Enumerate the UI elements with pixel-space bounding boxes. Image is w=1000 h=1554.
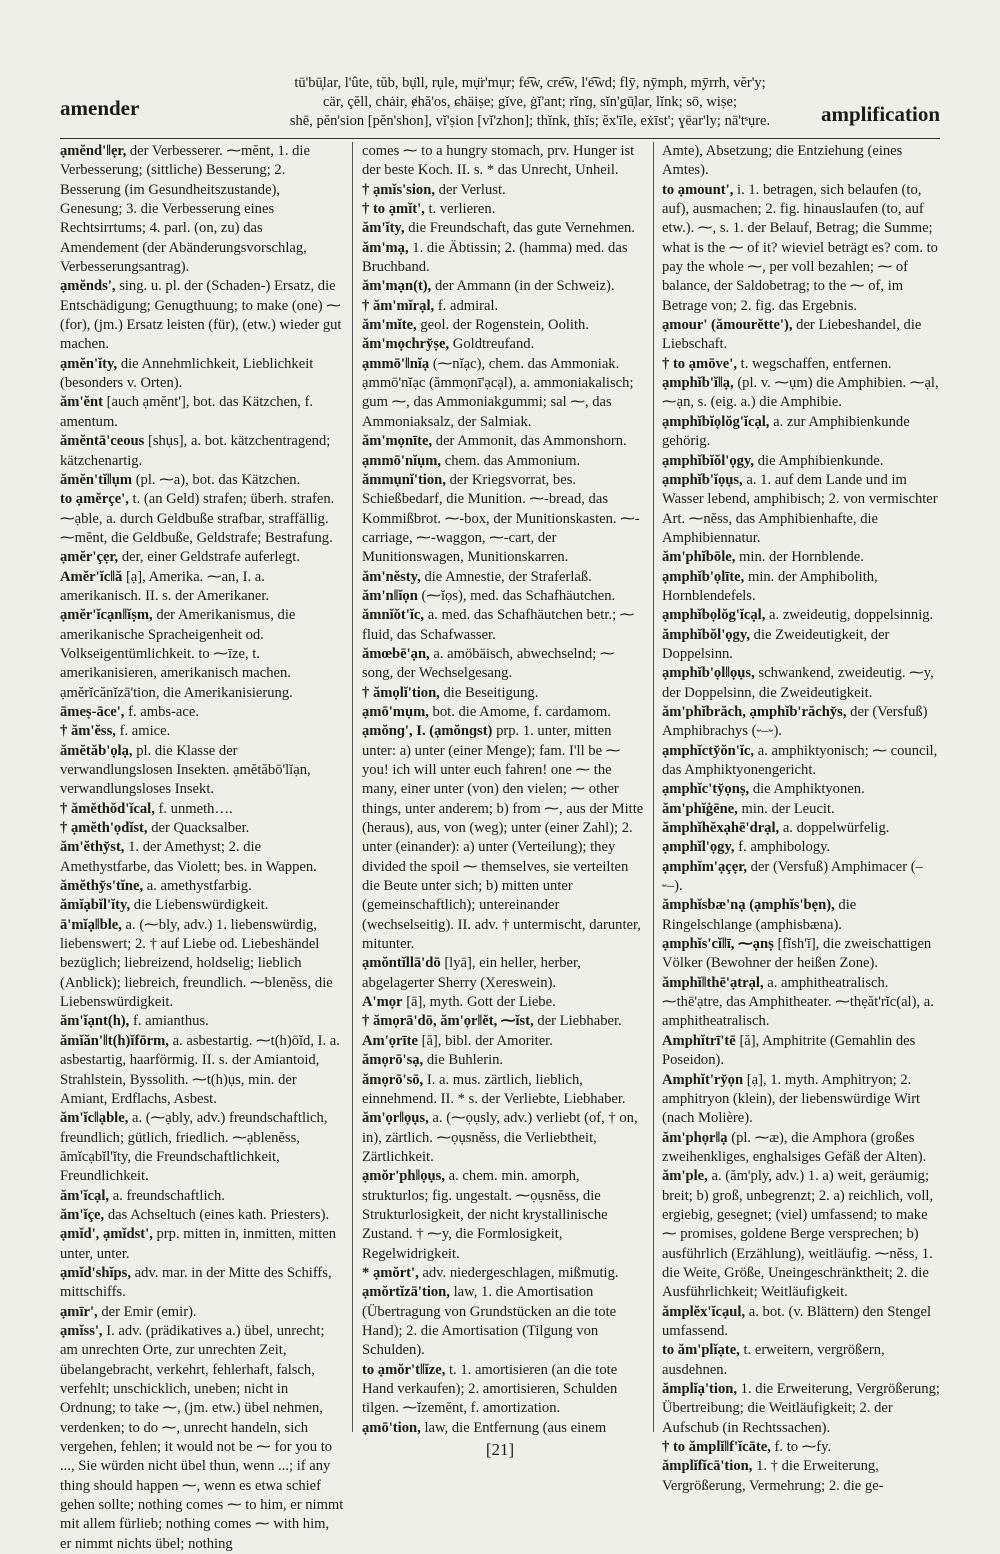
headword: ămĕn'tĭ‖ụm bbox=[60, 471, 133, 488]
headword: ămphĭ‖thē'ạtrạl, bbox=[662, 974, 764, 991]
headword: ạmŏntĭllā'dō bbox=[362, 955, 441, 972]
dictionary-entry bbox=[60, 896, 344, 915]
headword: ăm'ĭty, bbox=[362, 220, 405, 237]
definition: a. (⁓ọụsly, adv.) verliebt (of, † on, in), zärtlich. ⁓ọụsnĕss, die Verliebtheit, Zärtlichkeit. bbox=[362, 1110, 638, 1165]
definition: Amte), Absetzung; die Entziehung (eines Amtes). bbox=[662, 143, 903, 179]
dictionary-entry bbox=[362, 645, 645, 684]
definition: sing. u. pl. der (Schaden-) Ersatz, die Entschädigung; Genugthuung; to make (one) ⁓ (for), (jm.) Ersatz leisten (für), (etw.) wieder gut machen. bbox=[60, 278, 342, 353]
headword: ạmĕr'çẹr, bbox=[60, 549, 119, 566]
definition: der (Versfuß) Amphibrachys (⏑–⏑). bbox=[662, 703, 928, 740]
headword: ămĕthy̆s'tĭne, bbox=[60, 878, 144, 895]
dictionary-entry bbox=[662, 606, 940, 625]
headword: ạmphĭb'ĭọụs, bbox=[662, 471, 743, 488]
definition: i. 1. betragen, sich belaufen (to, auf), ausmachen; 2. fig. hinauslaufen (to, auf etw.). ⁓, s. 1. der Belauf, Betrag; die Summe; what is the ⁓ of it? wieviel beträgt es? com. to pay the whole ⁓, per voll bezahlen; ⁓ of balance, der Saldobetrag; to the ⁓ of, im Betrage von; 2. fig. das Ergebnis. bbox=[662, 181, 938, 314]
dictionary-entry bbox=[60, 277, 344, 354]
headword: ăm'phĭġēne, bbox=[662, 800, 738, 817]
dictionary-entry bbox=[60, 548, 344, 567]
definition: a. amphitheatralisch. ⁓thē'ạtre, das Amphitheater. ⁓thẹăt'rĭc(al), bbox=[662, 974, 921, 1011]
headword: ămĭăn'‖t(h)ĭfōrm, bbox=[60, 1032, 169, 1049]
dictionary-entry bbox=[362, 722, 645, 954]
definition: die Amnestie, der Straferlaß. bbox=[424, 568, 592, 585]
dictionary-entry bbox=[662, 1457, 940, 1496]
column-divider bbox=[653, 142, 654, 1432]
pronunciation-key-line: cär, çĕll, chȧir, ɇhă'os, ɕhäiṣe; gĭve, ġĭ'ant; rĭnɡ, sĭn'gū̦lar, lĭnk; sō, wiṣe; bbox=[323, 94, 737, 110]
dictionary-entry bbox=[362, 1283, 645, 1360]
definition: der Liebhaber. bbox=[537, 1013, 622, 1030]
dictionary-entry bbox=[60, 393, 344, 432]
dictionary-entry bbox=[60, 1109, 344, 1186]
definition: der, einer Geldstrafe auferlegt. bbox=[121, 549, 300, 566]
dictionary-entry bbox=[362, 432, 645, 451]
dictionary-entry bbox=[362, 297, 645, 316]
definition: t. 1. amortisieren (an die tote Hand verkaufen); 2. amortisieren, Schulden tilgen. ⁓ĭzemĕnt, f. amortization. bbox=[362, 1361, 618, 1417]
dictionary-entry bbox=[662, 471, 940, 548]
headword: ăm'phĭbōle, bbox=[662, 549, 736, 566]
dictionary-entry bbox=[60, 1012, 344, 1031]
definition: a. doppelwürfelig. bbox=[782, 820, 890, 837]
definition: der Kriegsvorrat, bes. Schießbedarf, die Munition. ⁓-bread, das Kommißbrot. ⁓-box, der Munitionskasten. ⁓-carriage, ⁓-waggon, ⁓-cart, der Munitionswagen, Munitionskarren. bbox=[362, 471, 640, 566]
headword: ăm'n‖ĭọn bbox=[362, 587, 418, 604]
headword: ămĕtăb'ọlạ, bbox=[60, 742, 133, 759]
dictionary-entry bbox=[60, 355, 344, 394]
headword: ăm'ĭạnt(h), bbox=[60, 1013, 130, 1030]
dictionary-entry bbox=[662, 355, 940, 374]
headword: ạmphĭbĭọlŏg'ĭcạl, bbox=[662, 413, 770, 430]
headword: ạmmō'‖nĭạ bbox=[362, 355, 430, 372]
definition: die Beseitigung. bbox=[443, 684, 539, 701]
dictionary-entry bbox=[662, 316, 940, 355]
definition: der Verbesserer. ⁓mĕnt, 1. die Verbesserung; (sittliche) Besserung; 2. Besserung (im Gesundheitszustande), Genesung; 3. die Verbesserung eines Rechtsirrtums; 4. parl. (on, zu) das Amendement (der Abänderungsvorschlag, Verbesserungsantrag). bbox=[60, 143, 310, 276]
headword: ạmĕr'ĭcạn‖ĭṣm, bbox=[60, 607, 153, 624]
definition: f. to ⁓fy. bbox=[774, 1439, 832, 1456]
dictionary-entry bbox=[662, 1303, 940, 1342]
headword: āmeṣ-āce', bbox=[60, 703, 125, 720]
dictionary-entry bbox=[662, 452, 940, 471]
headword: ămplĕx'ĭcạul, bbox=[662, 1303, 746, 1320]
headword: ạmphĭcty̆ŏn'ĭc, bbox=[662, 742, 755, 759]
headword: ạmphĭl'ọgy, bbox=[662, 839, 735, 856]
dictionary-entry bbox=[362, 316, 645, 335]
dictionary-entry bbox=[60, 142, 344, 277]
headword: ạmmō'nĭụm, bbox=[362, 452, 442, 469]
definition: 1. die Äbtissin; 2. (hamma) med. das Bruchband. bbox=[362, 239, 628, 276]
right-guide-word: amplification bbox=[821, 102, 940, 126]
dictionary-entry bbox=[60, 722, 344, 741]
headword: ămnĭŏt'ĭc, bbox=[362, 607, 425, 624]
definition: a. (⁓ạbly, adv.) freundschaftlich, freundlich; gütlich, friedlich. ⁓ạblenĕss, ămĭcạbĭl'ĭty, die Freundschaftlichkeit, Freundlichkeit. bbox=[60, 1110, 328, 1185]
dictionary-entry bbox=[362, 1264, 645, 1283]
column-2 bbox=[362, 142, 645, 1436]
headword: † ămọlĭ'tion, bbox=[362, 684, 440, 701]
dictionary-entry bbox=[60, 1225, 344, 1264]
headword: ạmō'mụm, bbox=[362, 703, 429, 720]
headword: ạmĭd', ạmĭdst', bbox=[60, 1226, 153, 1243]
dictionary-entry bbox=[60, 1264, 344, 1303]
headword: ạmour' (ămourĕtte'), bbox=[662, 317, 793, 334]
definition: Goldtreufand. bbox=[452, 336, 535, 353]
headword: ạmphĭc'ty̆ọnṣ, bbox=[662, 781, 750, 798]
headword: ămœbē'ạn, bbox=[362, 645, 430, 662]
definition: der Ammonit, das Ammonshorn. bbox=[435, 433, 627, 450]
dictionary-entry bbox=[362, 355, 645, 432]
headword: ạmīr', bbox=[60, 1303, 98, 1320]
headword: ạmĕn'ĭty, bbox=[60, 355, 118, 372]
definition: f. amice. bbox=[119, 723, 171, 740]
definition: a. chem. min. amorph, strukturlos; fig. ungestalt. ⁓ọụsnĕss, die Strukturlosigkeit, der nicht krystallinische Zustand. † ⁓y, die Formlosigkeit, Regelwidrigkeit. bbox=[362, 1168, 608, 1262]
definition: der Amerikanismus, die amerikanische Spracheigenheit od. Volkseigentümlichkeit. to ⁓īze, t. amerikanisieren, amerikanisch machen. ạmĕrĭcănĭzā'tion, die Amerikanisierung. bbox=[60, 607, 296, 701]
dictionary-entry bbox=[662, 1341, 940, 1380]
dictionary-entry bbox=[60, 1187, 344, 1206]
dictionary-entry bbox=[362, 1361, 645, 1419]
definition: [auch ạmĕnt'], bot. das Kätzchen, f. amentum. bbox=[60, 394, 314, 430]
headword: ăm'mĭte, bbox=[362, 317, 417, 334]
definition: der Liebeshandel, die Liebschaft. bbox=[662, 317, 922, 353]
dictionary-entry bbox=[662, 1032, 940, 1071]
definition: t. (an Geld) strafen; überh. strafen. ⁓ạble, a. durch Geldbuße strafbar, straffällig. ⁓mĕnt, die Geldbuße, Geldstrafe; Bestrafung. bbox=[60, 491, 335, 546]
definition: 1. † die Erweiterung, Vergrößerung, Vermehrung; 2. die ge- bbox=[662, 1458, 884, 1494]
dictionary-entry bbox=[60, 877, 344, 896]
dictionary-entry bbox=[362, 1051, 645, 1070]
dictionary-entry bbox=[662, 742, 940, 781]
dictionary-entry bbox=[662, 626, 940, 665]
dictionary-entry bbox=[662, 703, 940, 742]
definition: der Ammann (in der Schweiz). bbox=[434, 278, 615, 295]
dictionary-entry bbox=[60, 471, 344, 490]
definition: f. ambs-ace. bbox=[128, 703, 199, 720]
column-1 bbox=[60, 142, 344, 1552]
dictionary-entry bbox=[60, 1303, 344, 1322]
dictionary-entry bbox=[60, 1206, 344, 1225]
dictionary-entry bbox=[60, 432, 344, 471]
definition: prp. 1. unter, mitten unter: a) unter (einer Menge); fam. I'll be ⁓ you! ich will unter euch fahren! one ⁓ the many, einer unter (von) den vielen; ⁓ other things, unter anderem; b) from ⁓, aus der Mitte (heraus), aus, von (weg); unter (einer Zahl); 2. unter (einander): a) unter (Verteilung); they divided the spoil ⁓ themselves, sie verteilten die Beute unter sich; b) mitten unter (gemeinschaftlich); untereinander (wechselseitig). II. adv. † untermischt, darunter, mitunter. bbox=[362, 723, 644, 953]
pronunciation-key-line: tū'bū̦lar, l'ûte, tŭb, bụ̈ll, rụle, mụ̈r'mụr; fe͡w, cre͡w, l'e͡wd; flȳ, nȳmph, mȳrrh, vĕr'y; bbox=[294, 75, 766, 91]
dictionary-entry bbox=[362, 1167, 645, 1264]
page-header bbox=[60, 74, 940, 134]
definition: [fĭsh'ĭ], die zweischattigen Völker (Bewohner der heißen Zone). bbox=[662, 936, 932, 972]
headword: to ạmount', bbox=[662, 181, 734, 198]
column-divider bbox=[352, 142, 353, 1432]
definition: f. amphibology. bbox=[738, 839, 831, 856]
dictionary-entry bbox=[662, 819, 940, 838]
headword: ămĕntā'ceous bbox=[60, 433, 145, 450]
dictionary-entry bbox=[662, 1167, 940, 1302]
dictionary-entry bbox=[60, 606, 344, 703]
headword: Amphĭtrī'tē bbox=[662, 1032, 736, 1049]
definition: I. adv. (prädikatives a.) übel, unrecht; am unrechten Orte, zur unrechten Zeit, übelangebracht, verkehrt, fehlerhaft, falsch, verfehlt; unschicklich, uneben; nicht in Ordnung; to take ⁓, (jm. etw.) übel nehmen, verdenken; to do ⁓, unrecht handeln, sich vergehen, fehlen; it would not be ⁓ for you to ..., Sie würden nicht übel thun, wenn ...; if any thing should happen ⁓, wenn es etwa schief gehen sollte; nothing comes ⁓ to him, er nimmt mit allem fürlieb; nothing comes ⁓ with him, er nimmt nichts übel; nothing bbox=[60, 1322, 344, 1552]
dictionary-entry bbox=[662, 800, 940, 819]
definition: a. asbestartig. ⁓t(h)ōĭd, I. a. asbestartig, haarförmig. II. s. der Amiantoid, Strahlstein, Byssolith. ⁓t(h)ụs, min. der Amiant, Erdflachs, Asbest. bbox=[60, 1032, 340, 1107]
dictionary-entry bbox=[362, 606, 645, 645]
headword: ạmĕnds', bbox=[60, 278, 116, 295]
definition: comes ⁓ to a hungry stomach, prv. Hunger ist der beste Koch. II. s. * das Unrecht, Unheil. bbox=[362, 143, 635, 179]
definition: die Amphibienkunde. bbox=[757, 452, 884, 469]
dictionary-entry bbox=[362, 335, 645, 354]
definition: [lyā], ein heller, herber, abgelagerter Sherry (Xereswein). bbox=[362, 955, 581, 991]
headword: ạmŏnɡ', I. (ạmŏnɡst) bbox=[362, 723, 493, 740]
dictionary-entry bbox=[662, 858, 940, 897]
dictionary-entry bbox=[662, 935, 940, 974]
headword: ămphĭhĕxạhē'drạl, bbox=[662, 820, 780, 837]
dictionary-entry bbox=[662, 780, 940, 799]
dictionary-entry bbox=[362, 1012, 645, 1031]
headword: to ạmĕrçe', bbox=[60, 491, 129, 508]
headword: ạmĭd'shĭps, bbox=[60, 1264, 131, 1281]
dictionary-entry bbox=[662, 181, 940, 316]
headword: ạmŏr'ph‖ọụs, bbox=[362, 1168, 445, 1185]
headword: ăm'mọchry̆ṣe, bbox=[362, 336, 450, 353]
headword: ạmĕnd'‖ẹr, bbox=[60, 143, 127, 159]
dictionary-entry bbox=[662, 548, 940, 567]
dictionary-entry bbox=[362, 239, 645, 278]
definition: t. verlieren. bbox=[428, 201, 496, 218]
definition: die Freundschaft, das gute Vernehmen. bbox=[408, 220, 635, 237]
definition: geol. der Rogenstein, Oolith. bbox=[420, 317, 589, 334]
definition: die Liebenswürdigkeit. bbox=[133, 897, 269, 914]
definition: f. admiral. bbox=[437, 297, 499, 314]
headword: ăm'ĕthy̆st, bbox=[60, 839, 125, 856]
definition: [ạ], Amerika. ⁓an, I. a. amerikanisch. II. s. der Amerikaner. bbox=[60, 568, 270, 604]
headword: † ạmĕth'ọdĭst, bbox=[60, 820, 148, 837]
definition: a. med. das Schafhäutchen betr.; ⁓ fluid, das Schafwasser. bbox=[362, 607, 635, 643]
headword: ămphĭsbæ'nạ (ạmphĭs'bẹn), bbox=[662, 897, 835, 914]
dictionary-entry bbox=[362, 954, 645, 993]
definition: (pl. ⁓a), bot. das Kätzchen. bbox=[135, 471, 301, 488]
definition: (pl. v. ⁓ụm) die Amphibien. ⁓ạl, ⁓ạn, s. (eig. a.) die Amphibie. bbox=[662, 375, 939, 411]
dictionary-entry bbox=[362, 703, 645, 722]
header-rule bbox=[60, 138, 940, 139]
headword: ăm'ọr‖ọụs, bbox=[362, 1110, 429, 1127]
dictionary-entry bbox=[362, 684, 645, 703]
headword: ăm'ple, bbox=[662, 1168, 708, 1185]
headword: † ăm'mĭrạl, bbox=[362, 297, 435, 314]
headword: ạmphĭbĭŏl'ọgy, bbox=[662, 452, 755, 469]
definition: law, die Entfernung (aus einem bbox=[424, 1419, 607, 1436]
headword: A'mọr bbox=[362, 994, 403, 1011]
definition: min. der Amphibolith, Hornblendefels. bbox=[662, 568, 878, 604]
definition: a. (ăm'ply, adv.) 1. a) weit, geräumig; breit; b) groß, unbegrenzt; 2. a) reichlich, voll, ergiebig, gesegnet; (viel) umfassend; to make ⁓ promises, goldene Berge versprechen; b) ausführlich (Erzählung), weitläufig. ⁓nĕss, 1. die Weite, Größe, Uneingeschränktheit; 2. die Ausführlichkeit; Weitläufigkeit. bbox=[662, 1168, 934, 1301]
definition: der Verlust. bbox=[438, 181, 506, 198]
dictionary-entry bbox=[662, 1380, 940, 1438]
definition: t. erweitern, vergrößern, ausdehnen. bbox=[662, 1342, 885, 1378]
dictionary-entry bbox=[662, 896, 940, 935]
dictionary-entry bbox=[362, 471, 645, 568]
headword: † ăm'ĕss, bbox=[60, 723, 116, 740]
definition: a. amphiktyonisch; ⁓ council, das Amphiktyonengericht. bbox=[662, 742, 938, 778]
dictionary-entry bbox=[362, 587, 645, 606]
definition: a. amphitheatralisch. bbox=[662, 994, 934, 1030]
definition: schwankend, zweideutig. ⁓y, der Doppelsinn, die Zweideutigkeit. bbox=[662, 665, 934, 701]
headword: ạmphĭs'cĭ‖ī, ⁓ạnṣ bbox=[662, 936, 774, 953]
headword: ămplĭạ'tion, bbox=[662, 1381, 738, 1397]
definition: adv. niedergeschlagen, mißmutig. bbox=[422, 1264, 619, 1281]
headword: Amphĭt'ry̆ọn bbox=[662, 1071, 744, 1088]
definition: [ă], Amphitrite (Gemahlin des Poseidon). bbox=[662, 1032, 916, 1069]
dictionary-entry bbox=[60, 800, 344, 819]
definition: a. zweideutig, doppelsinnig. bbox=[769, 607, 934, 624]
headword: ăm'ĭcạl, bbox=[60, 1187, 110, 1204]
definition: a. amöbäisch, abwechselnd; ⁓ song, der Wechselgesang. bbox=[362, 645, 615, 682]
dictionary-entry bbox=[662, 413, 940, 452]
dictionary-entry bbox=[362, 142, 645, 181]
definition: die Zweideutigkeit, der Doppelsinn. bbox=[662, 626, 890, 662]
dictionary-entry bbox=[60, 916, 344, 1013]
dictionary-entry bbox=[362, 452, 645, 471]
definition: a. (⁓bly, adv.) 1. liebenswürdig, liebenswert; 2. † auf Liebe od. Liebeshändel bezüglich; liebreizend, holdselig; lieblich (Anblick); liebreich, freundlich. ⁓blenĕss, die Liebenswürdigkeit. bbox=[60, 916, 333, 1011]
dictionary-entry bbox=[662, 664, 940, 703]
definition: 1. der Amethyst; 2. die Amethystfarbe, das Violett; bes. in Wappen. bbox=[60, 839, 317, 875]
definition: der (Versfuß) Amphimacer (–⏑–). bbox=[662, 858, 923, 895]
dictionary-entry bbox=[362, 277, 645, 296]
definition: a. freundschaftlich. bbox=[112, 1187, 225, 1204]
definition: 1. die Erweiterung, Vergrößerung; Übertreibung; die Weitläufigkeit; 2. der Aufschub (in Rechtssachen). bbox=[662, 1381, 940, 1436]
definition: [ạ], 1. myth. Amphitryon; 2. amphitryon (klein), der liebenswürdige Wirt (nach Molière). bbox=[662, 1071, 921, 1127]
dictionary-entry bbox=[362, 219, 645, 238]
headword: ămọrō'sạ, bbox=[362, 1052, 424, 1069]
headword: ăm'mạn(t), bbox=[362, 278, 432, 295]
pronunciation-key bbox=[210, 74, 850, 131]
dictionary-entry bbox=[60, 568, 344, 607]
headword: ămọrō'sō, bbox=[362, 1071, 424, 1088]
dictionary-entry bbox=[662, 374, 940, 413]
dictionary-entry bbox=[362, 181, 645, 200]
dictionary-entry bbox=[362, 1109, 645, 1167]
headword: ăm'phĭbrăch, ạmphĭb'răchy̆s, bbox=[662, 703, 847, 720]
dictionary-entry bbox=[662, 1129, 940, 1168]
dictionary-entry bbox=[662, 974, 940, 1032]
definition: a. amethystfarbig. bbox=[146, 878, 252, 895]
headword: ămplĭfĭcā'tion, bbox=[662, 1458, 753, 1475]
definition: min. der Hornblende. bbox=[739, 549, 864, 566]
headword: † ămĕthŏd'ĭcal, bbox=[60, 800, 155, 817]
definition: t. wegschaffen, entfernen. bbox=[740, 355, 892, 372]
left-guide-word: amender bbox=[60, 96, 140, 120]
headword: ạmŏrtĭzā'tion, bbox=[362, 1284, 450, 1301]
headword: ạmĭss', bbox=[60, 1322, 103, 1339]
dictionary-entry bbox=[60, 838, 344, 877]
headword: ăm'ĭc‖ạble, bbox=[60, 1110, 129, 1127]
dictionary-entry bbox=[60, 1032, 344, 1109]
definition: (⁓nĭạc), chem. das Ammoniak. ạmmō'nĭạc (ămmọnī'ạcạl), a. ammoniakalisch; gum ⁓, das Ammoniakgummi; sal ⁓, das Ammoniaksalz, der Salmiak. bbox=[362, 355, 634, 430]
headword: ăm'ĕnt bbox=[60, 394, 103, 411]
dictionary-entry bbox=[60, 703, 344, 722]
headword: † to ạmĭt', bbox=[362, 201, 425, 218]
definition: der Quacksalber. bbox=[151, 820, 250, 837]
headword: ăm'mọnīte, bbox=[362, 433, 433, 450]
dictionary-entry bbox=[662, 568, 940, 607]
headword: to ăm'plĭạte, bbox=[662, 1342, 740, 1359]
definition: der Emir (emir). bbox=[101, 1303, 197, 1320]
dictionary-entry bbox=[662, 838, 940, 857]
headword: ăm'nĕsty, bbox=[362, 568, 421, 585]
definition: [ă], bibl. der Amoriter. bbox=[421, 1032, 553, 1049]
headword: ạmphĭbọlŏg'ĭcạl, bbox=[662, 607, 766, 624]
definition: [ā], myth. Gott der Liebe. bbox=[406, 994, 556, 1011]
headword: to ạmŏr't‖ĭze, bbox=[362, 1361, 446, 1378]
dictionary-entry bbox=[60, 742, 344, 800]
definition: die Annehmlichkeit, Lieblichkeit (besonders v. Orten). bbox=[60, 355, 314, 392]
definition: min. der Leucit. bbox=[741, 800, 835, 817]
definition: prp. mitten in, inmitten, mitten unter, unter. bbox=[60, 1226, 337, 1262]
dictionary-entry bbox=[362, 1071, 645, 1110]
headword: ạmphĭm'ạçẹr, bbox=[662, 858, 747, 875]
definition: [shụs], a. bot. kätzchentragend; kätzchenartig. bbox=[60, 433, 331, 469]
dictionary-entry bbox=[662, 1071, 940, 1129]
dictionary-entry bbox=[362, 200, 645, 219]
definition: (⁓ĭọs), med. das Schafhäutchen. bbox=[421, 587, 616, 604]
definition: I. a. mus. zärtlich, lieblich, einnehmend. II. * s. der Verliebte, Liebhaber. bbox=[362, 1071, 626, 1107]
headword: ạmō'tion, bbox=[362, 1419, 421, 1436]
definition: f. unmeth…. bbox=[158, 800, 233, 817]
headword: † ămọrā'dō, ăm'ọr‖ĕt, ⁓ĭst, bbox=[362, 1013, 534, 1030]
dictionary-entry bbox=[362, 568, 645, 587]
dictionary-entry bbox=[362, 1419, 645, 1438]
definition: pl. die Klasse der verwandlungslosen Insekten. ạmĕtăbō'lĭạn, verwandlungsloses Insekt. bbox=[60, 742, 311, 798]
dictionary-entry bbox=[362, 993, 645, 1012]
definition: f. amianthus. bbox=[132, 1013, 209, 1030]
headword: ăm'ĭçe, bbox=[60, 1206, 105, 1223]
dictionary-entry bbox=[662, 142, 940, 181]
headword: * ạmŏrt', bbox=[362, 1264, 419, 1281]
headword: † ạmĭs'sion, bbox=[362, 181, 435, 198]
headword: Amĕr'ĭc‖ă bbox=[60, 568, 123, 585]
dictionary-entry bbox=[60, 490, 344, 548]
headword: ăm'mạ, bbox=[362, 239, 409, 256]
definition: die Amphiktyonen. bbox=[752, 781, 865, 798]
headword: ăm'phọr‖ạ bbox=[662, 1129, 728, 1146]
headword: † to ạmōve', bbox=[662, 355, 737, 372]
definition: die Buhlerin. bbox=[426, 1052, 504, 1069]
definition: chem. das Ammonium. bbox=[444, 452, 581, 469]
headword: Am'ọrīte bbox=[362, 1032, 418, 1049]
definition: a. zur Amphibienkunde gehörig. bbox=[662, 413, 910, 450]
definition: a. 1. auf dem Lande und im Wasser lebend, amphibisch; 2. von vermischter Art. ⁓nĕss, das Amphibienhafte, die Amphibiennatur. bbox=[662, 471, 938, 546]
pronunciation-key-line: shē, pĕn'sion [pĕn'shon], vĭ'ṣion [vĭ'zhon]; thĭnk, ṯhĭs; ĕx'īle, eẋīst'; ɣēar'ly; nā'tˢụre. bbox=[289, 113, 771, 129]
definition: a. bot. (v. Blättern) den Stengel umfassend. bbox=[662, 1303, 932, 1339]
definition: adv. mar. in der Mitte des Schiffs, mittschiffs. bbox=[60, 1264, 332, 1301]
dictionary-entry bbox=[362, 1032, 645, 1051]
definition: das Achseltuch (eines kath. Priesters). bbox=[107, 1206, 330, 1223]
headword: † to ămplĭ‖f'ĭcāte, bbox=[662, 1439, 771, 1456]
column-3 bbox=[662, 142, 940, 1494]
definition: bot. die Amome, f. cardamom. bbox=[432, 703, 611, 720]
headword: ămmụnĭ'tion, bbox=[362, 471, 446, 488]
dictionary-entry bbox=[60, 819, 344, 838]
definition: law, 1. die Amortisation (Übertragung von Grundstücken an die tote Hand); 2. die Amortisation (Tilgung von Schulden). bbox=[362, 1284, 617, 1359]
headword: ạmphĭb'ọl‖ọụs, bbox=[662, 665, 755, 682]
headword: ạmphĭb'ĭ‖ạ, bbox=[662, 375, 734, 392]
page-number: [21] bbox=[485, 1440, 515, 1459]
headword: ạmphĭb'ọlīte, bbox=[662, 568, 745, 585]
headword: ā'mĭạ‖ble, bbox=[60, 916, 122, 933]
headword: ămĭạbĭl'ĭty, bbox=[60, 897, 131, 914]
dictionary-entry bbox=[60, 1322, 344, 1554]
definition: die Ringelschlange (amphisbæna). bbox=[662, 897, 857, 933]
headword: ămphĭbŏl'ọgy, bbox=[662, 626, 750, 643]
definition: (pl. ⁓æ), die Amphora (großes zweihenkliges, enghalsiges Gefäß der Alten). bbox=[662, 1129, 927, 1165]
